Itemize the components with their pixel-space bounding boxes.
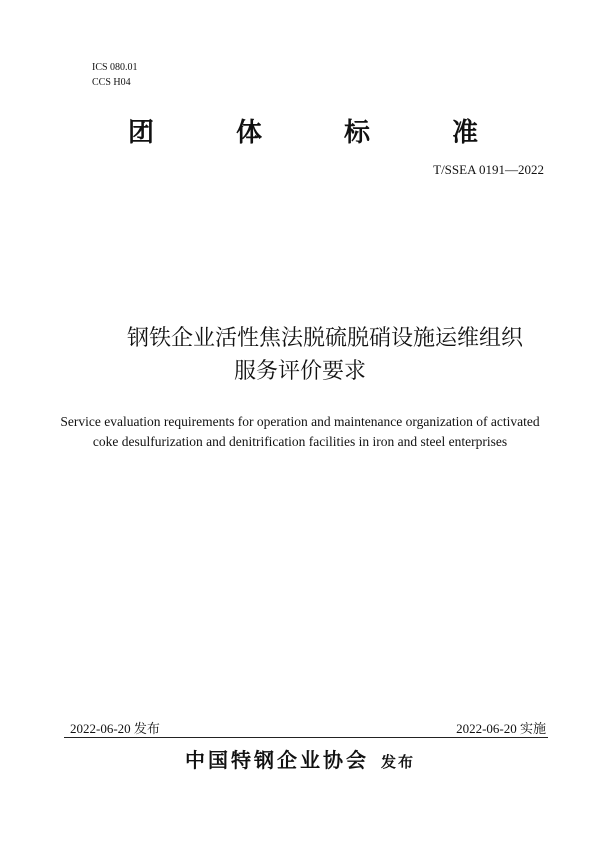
- chinese-title-line1: 钢铁企业活性焦法脱硫脱硝设施运维组织: [126, 326, 523, 351]
- ccs-code: CCS H04: [92, 77, 131, 88]
- standard-type-char: 标: [343, 118, 370, 148]
- standard-type-char: 团: [128, 118, 155, 148]
- publisher-line: [0, 744, 600, 773]
- publish-date: 2022-06-20 发布: [70, 721, 160, 736]
- classification-codes: [92, 60, 138, 90]
- footer-divider: [64, 737, 548, 738]
- publisher-org: 中国特钢企业协会: [184, 748, 369, 772]
- ics-code: ICS 080.01: [92, 62, 138, 73]
- chinese-title-line2: 服务评价要求: [233, 359, 366, 384]
- publisher-action: 发布: [380, 753, 415, 771]
- standard-type-heading: [128, 112, 478, 149]
- english-title: Service evaluation requirements for operation and maintenance organization of activated coke desulfurization and denitrification facilities in iron and steel enterprises: [60, 414, 540, 449]
- standard-type-char: 准: [451, 118, 478, 148]
- implement-date: 2022-06-20 实施: [456, 721, 546, 736]
- chinese-title: [0, 322, 600, 388]
- standard-type-char: 体: [235, 118, 262, 148]
- standard-number: T/SSEA 0191—2022: [433, 162, 544, 177]
